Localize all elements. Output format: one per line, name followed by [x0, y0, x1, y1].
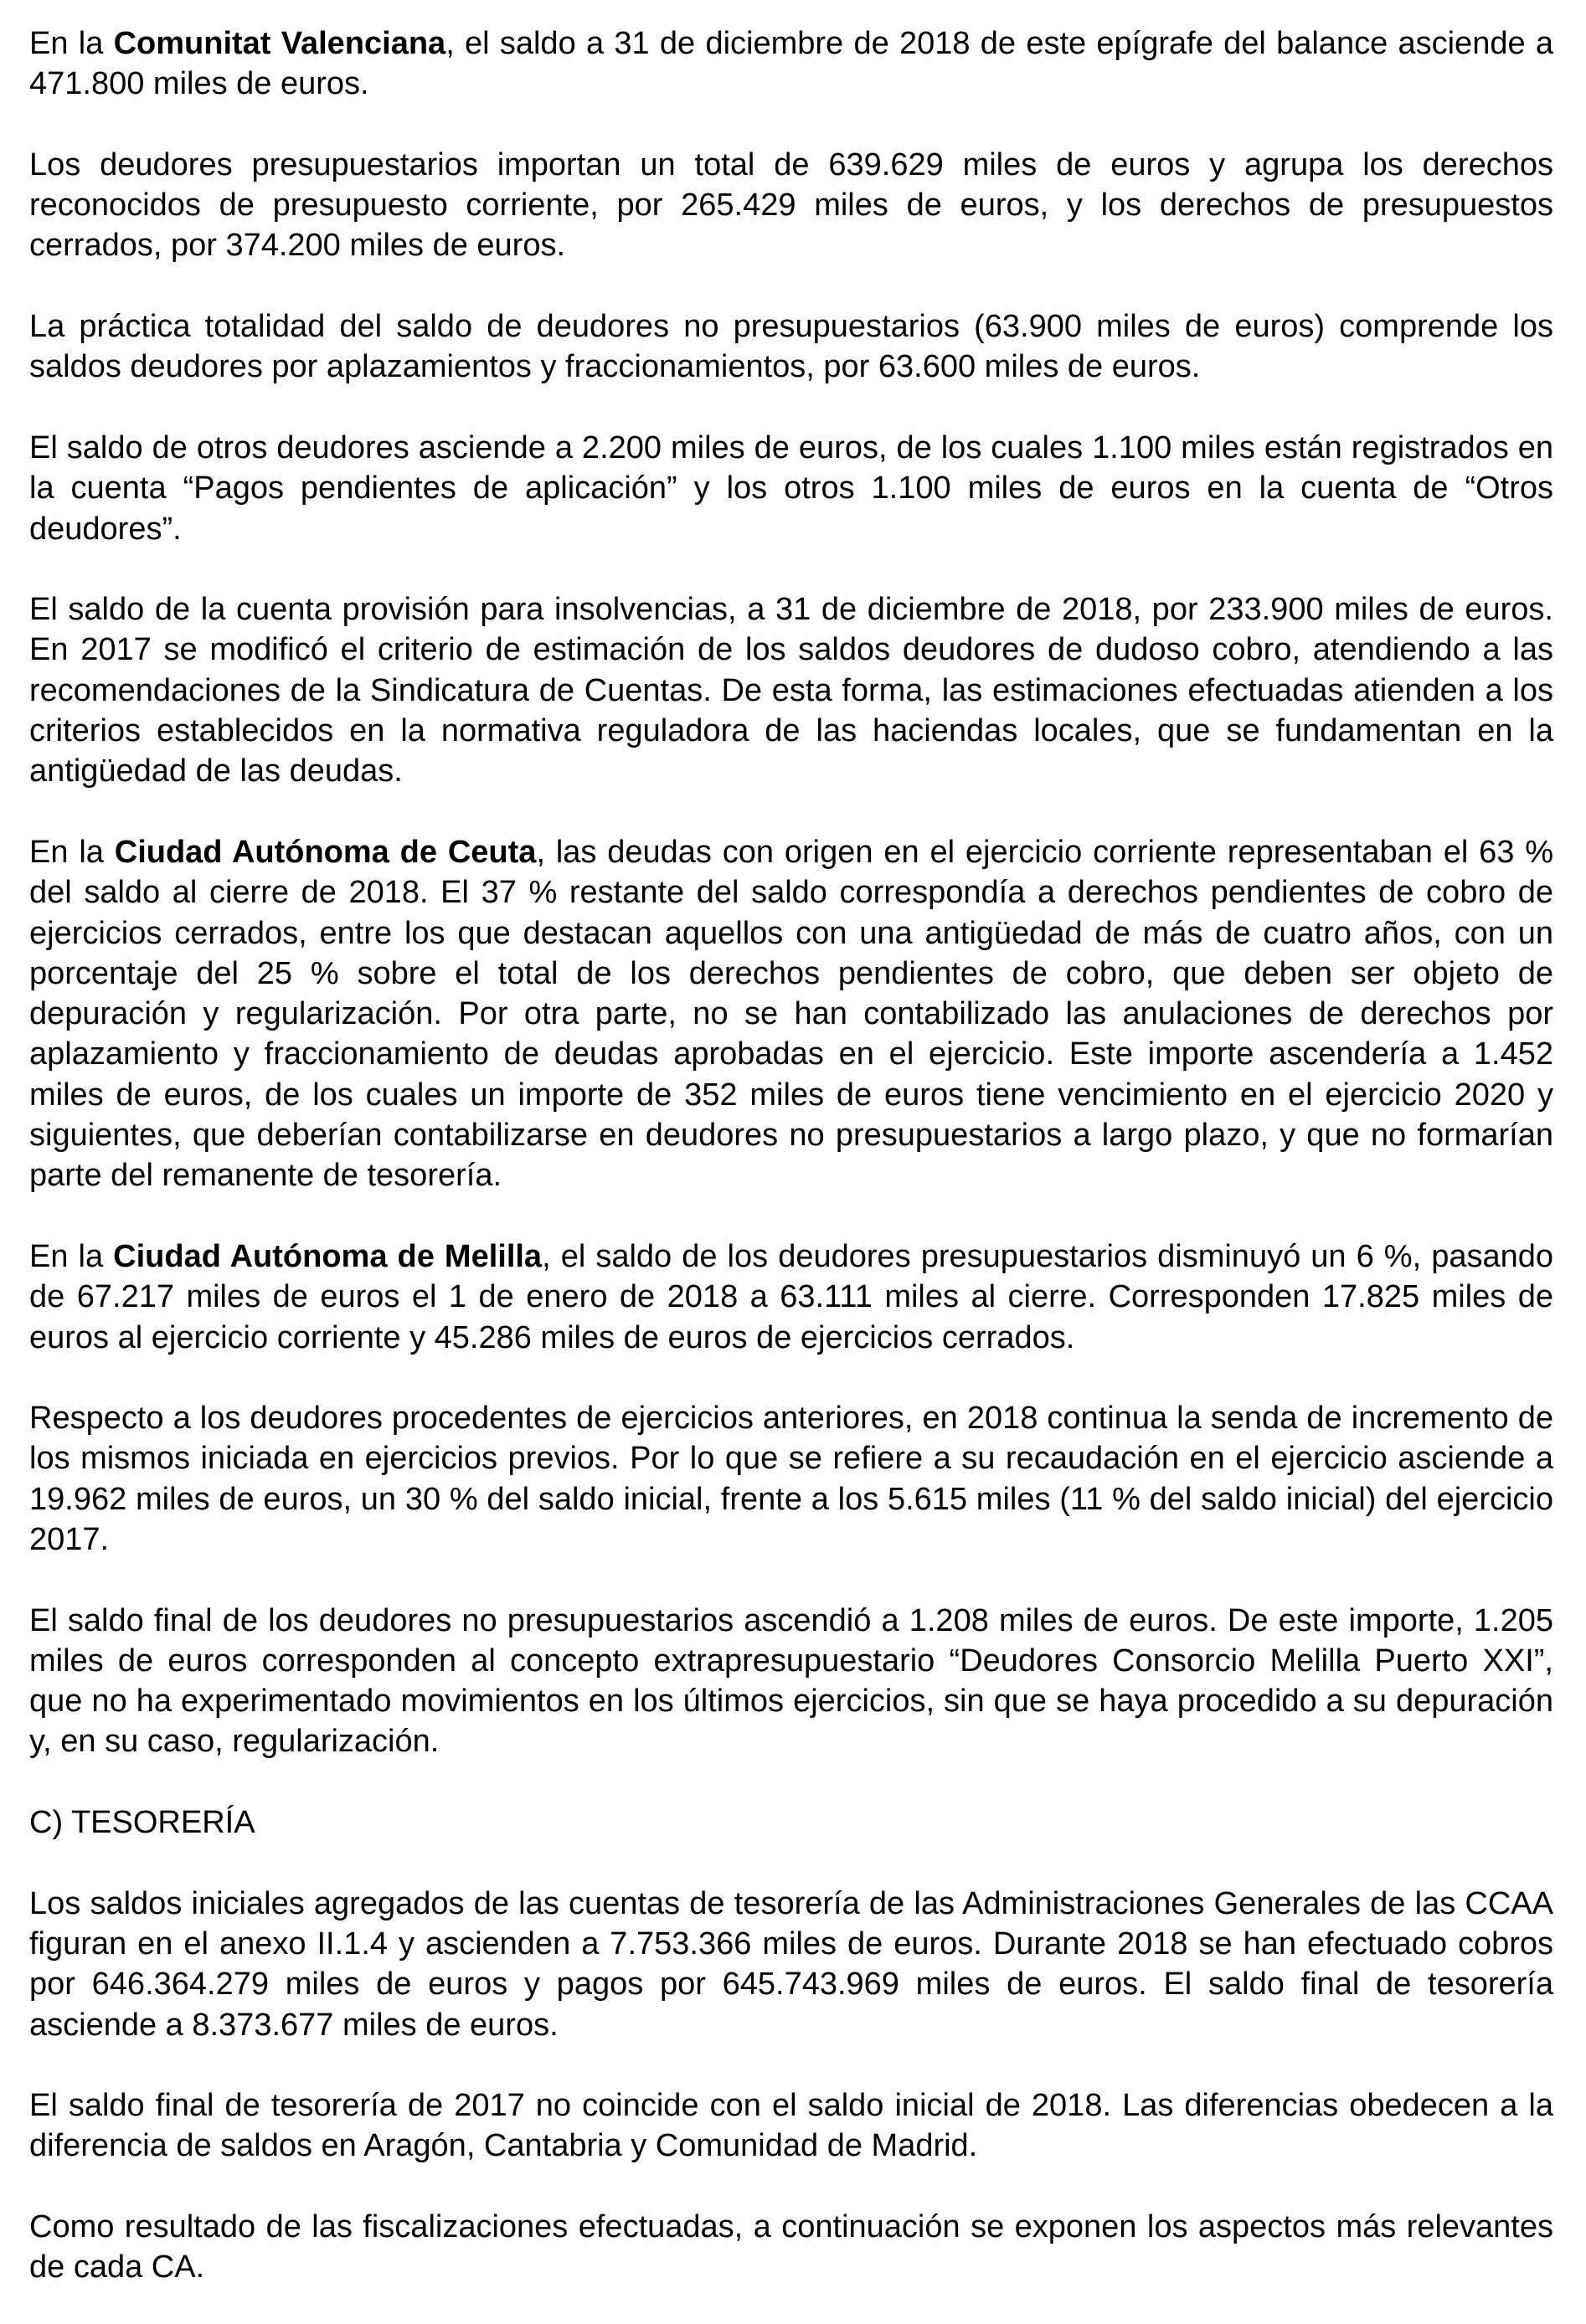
paragraph-text: , el saldo de los deudores presupuestarios disminuyó un 6 %, pasando de 67.217 miles de euros el 1 de enero de 2018 a 63.111 miles al cierre. Corresponden 17.825 miles de euros al ejercicio corriente y 45.286 miles de euros de ejercicios cerrados. — [29, 1238, 1553, 1355]
paragraph-otros-deudores: El saldo de otros deudores asciende a 2.200 miles de euros, de los cuales 1.100 miles están registrados en la cuenta “Pagos pendientes de aplicación” y los otros 1.100 miles de euros en la cuenta de “Otros deudores”. — [29, 429, 1553, 547]
paragraph-comunitat-valenciana — [29, 23, 1553, 105]
paragraph-melilla-no-presupuestarios: El saldo final de los deudores no presupuestarios ascendió a 1.208 miles de euros. De este importe, 1.205 miles de euros corresponden al concepto extrapresupuestario “Deudores Consorcio Melilla Puerto XXI”, que no ha experimentado movimientos en los últimos ejercicios, sin que se haya procedido a su depuración y, en su caso, regularización. — [29, 1602, 1553, 1760]
section-heading-tesoreria: C) TESORERÍA — [29, 1805, 255, 1841]
paragraph-saldos-iniciales: Los saldos iniciales agregados de las cuentas de tesorería de las Administraciones Generales de las CCAA figuran en el anexo II.1.4 y ascienden a 7.753.366 miles de euros. Durante 2018 se han efectuado cobros por 646.364.279 miles de euros y pagos por 645.743.969 miles de euros. El saldo final de tesorería asciende a 8.373.677 miles de euros. — [29, 1885, 1553, 2043]
paragraph-lead: En la — [29, 1238, 114, 1274]
paragraph-deudores-no-presupuestarios: La práctica totalidad del saldo de deudores no presupuestarios (63.900 miles de euros) comprende los saldos deudores por aplazamientos y fraccionamientos, por 63.600 miles de euros. — [29, 309, 1553, 385]
region-name-bold: Comunitat Valenciana — [113, 26, 446, 61]
paragraph-ceuta — [29, 832, 1553, 1196]
paragraph-lead: En la — [29, 26, 114, 61]
paragraph-provision-insolvencias: El saldo de la cuenta provisión para insolvencias, a 31 de diciembre de 2018, por 233.900 miles de euros. En 2017 se modificó el criterio de estimación de los saldos deudores de dudoso cobro, atendiendo a las recomendaciones de la Sindicatura de Cuentas. De esta forma, las estimaciones efectuadas atienden a los criterios establecidos en la normativa reguladora de las haciendas locales, que se fundamentan en la antigüedad de las deudas. — [29, 592, 1553, 789]
paragraph-text: , el saldo a 31 de diciembre de 2018 de este epígrafe del balance asciende a 471.800 miles de euros. — [29, 26, 1553, 102]
document-page — [29, 23, 1553, 2288]
paragraph-saldo-final-2017: El saldo final de tesorería de 2017 no coincide con el saldo inicial de 2018. Las diferencias obedecen a la diferencia de saldos en Aragón, Cantabria y Comunidad de Madrid. — [29, 2088, 1553, 2164]
paragraph-deudores-presupuestarios: Los deudores presupuestarios importan un total de 639.629 miles de euros y agrupa los derechos reconocidos de presupuesto corriente, por 265.429 miles de euros, y los derechos de presupuestos cerrados, por 374.200 miles de euros. — [29, 147, 1553, 264]
paragraph-text: , las deudas con origen en el ejercicio corriente representaban el 63 % del saldo al cierre de 2018. El 37 % restante del saldo correspondía a derechos pendientes de cobro de ejercicios cerrados, entre los que destacan aquellos con una antigüedad de más de cuatro años, con un porcentaje del 25 % sobre el total de los derechos pendientes de cobro, que deben ser objeto de depuración y regularización. Por otra parte, no se han contabilizado las anulaciones de derechos por aplazamiento y fraccionamiento de deudas aprobadas en el ejercicio. Este importe ascendería a 1.452 miles de euros, de los cuales un importe de 352 miles de euros tiene vencimiento en el ejercicio 2020 y siguientes, que deberían contabilizarse en deudores no presupuestarios a largo plazo, y que no formarían parte del remanente de tesorería. — [29, 834, 1554, 1194]
paragraph-resultado-fiscalizaciones: Como resultado de las fiscalizaciones efectuadas, a continuación se exponen los aspectos más relevantes de cada CA. — [29, 2209, 1553, 2285]
paragraph-ejercicios-anteriores: Respecto a los deudores procedentes de ejercicios anteriores, en 2018 continua la senda de incremento de los mismos iniciada en ejercicios previos. Por lo que se refiere a su recaudación en el ejercicio asciende a 19.962 miles de euros, un 30 % del saldo inicial, frente a los 5.615 miles (11 % del saldo inicial) del ejercicio 2017. — [29, 1401, 1553, 1557]
paragraph-lead: En la — [29, 834, 115, 870]
paragraph-melilla — [29, 1237, 1553, 1358]
region-name-bold: Ciudad Autónoma de Ceuta — [114, 834, 537, 870]
region-name-bold: Ciudad Autónoma de Melilla — [113, 1238, 543, 1274]
